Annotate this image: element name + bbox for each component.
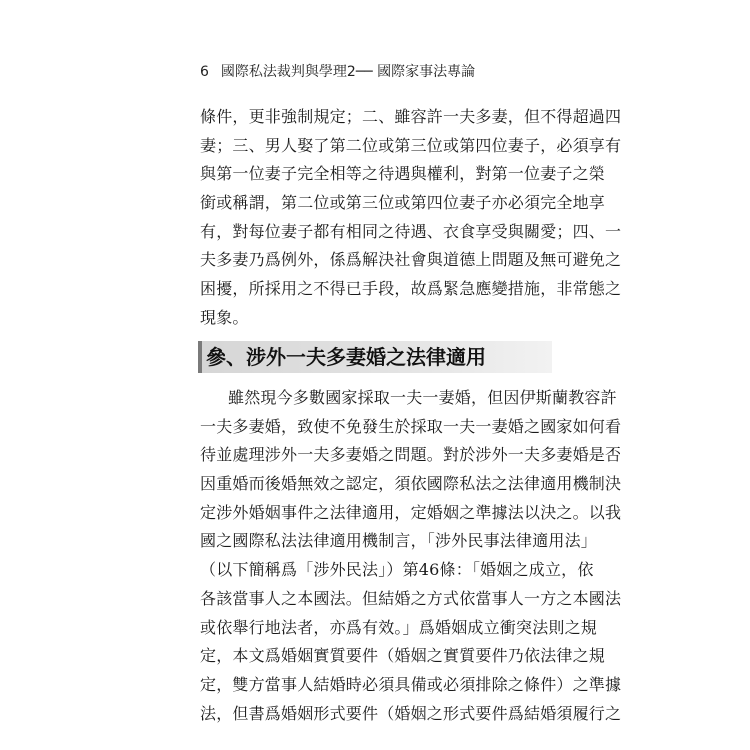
section-heading-text: 參、涉外一夫多妻婚之法律適用	[206, 345, 486, 369]
text-line: 國之國際私法法律適用機制言，「涉外民事法律適用法」	[200, 531, 598, 551]
text-line: 法，但書爲婚姻形式要件（婚姻之形式要件爲結婚須履行之	[200, 703, 622, 723]
text-line: 一夫多妻婚，致使不免發生於採取一夫一妻婚之國家如何看	[200, 416, 622, 436]
text-line: 定，雙方當事人結婚時必須具備或必須排除之條件）之準據	[200, 674, 622, 694]
text-line: 與第一位妻子完全相等之待遇與權利，對第一位妻子之榮	[200, 164, 606, 184]
text-line: 現象。	[200, 307, 249, 327]
text-line: 條件，更非強制規定；二、雖容許一夫多妻，但不得超過四	[200, 107, 622, 126]
text-line: 定，本文爲婚姻實質要件（婚姻之實質要件乃依法律之規	[200, 646, 606, 666]
text-line: 待並處理涉外一夫多妻婚之問題。對於涉外一夫多妻婚是否	[200, 445, 622, 465]
paragraph-continuation	[200, 103, 622, 333]
running-title: 國際私法裁判與學理2── 國際家事法專論	[220, 64, 476, 80]
text-line: 夫多妻乃爲例外，係爲解決社會與道德上問題及無可避免之	[200, 250, 622, 270]
running-header	[200, 61, 560, 83]
text-line: 雖然現今多數國家採取一夫一妻婚，但因伊斯蘭教容許	[228, 388, 617, 407]
text-line: 各該當事人之本國法。但結婚之方式依當事人一方之本國法	[200, 588, 622, 608]
text-line: 定涉外婚姻事件之法律適用，定婚姻之準據法以決之。以我	[200, 502, 622, 522]
text-line: 有，對每位妻子都有相同之待遇、衣食享受與關愛；四、一	[200, 221, 622, 241]
text-line: （以下簡稱爲「涉外民法」）第46條：「婚姻之成立，依	[200, 560, 594, 580]
text-line: 因重婚而後婚無效之認定，須依國際私法之法律適用機制決	[200, 474, 622, 494]
page-number: 6	[200, 64, 209, 80]
section-paragraph	[200, 384, 622, 728]
section-heading	[198, 341, 552, 373]
text-line: 或依舉行地法者，亦爲有效。」爲婚姻成立衝突法則之規	[200, 617, 598, 637]
text-line: 銜或稱謂，第二位或第三位或第四位妻子亦必須完全地享	[200, 193, 606, 213]
text-line: 妻；三、男人娶了第二位或第三位或第四位妻子，必須享有	[200, 135, 622, 155]
text-line: 困擾，所採用之不得已手段，故爲緊急應變措施，非常態之	[200, 279, 622, 299]
